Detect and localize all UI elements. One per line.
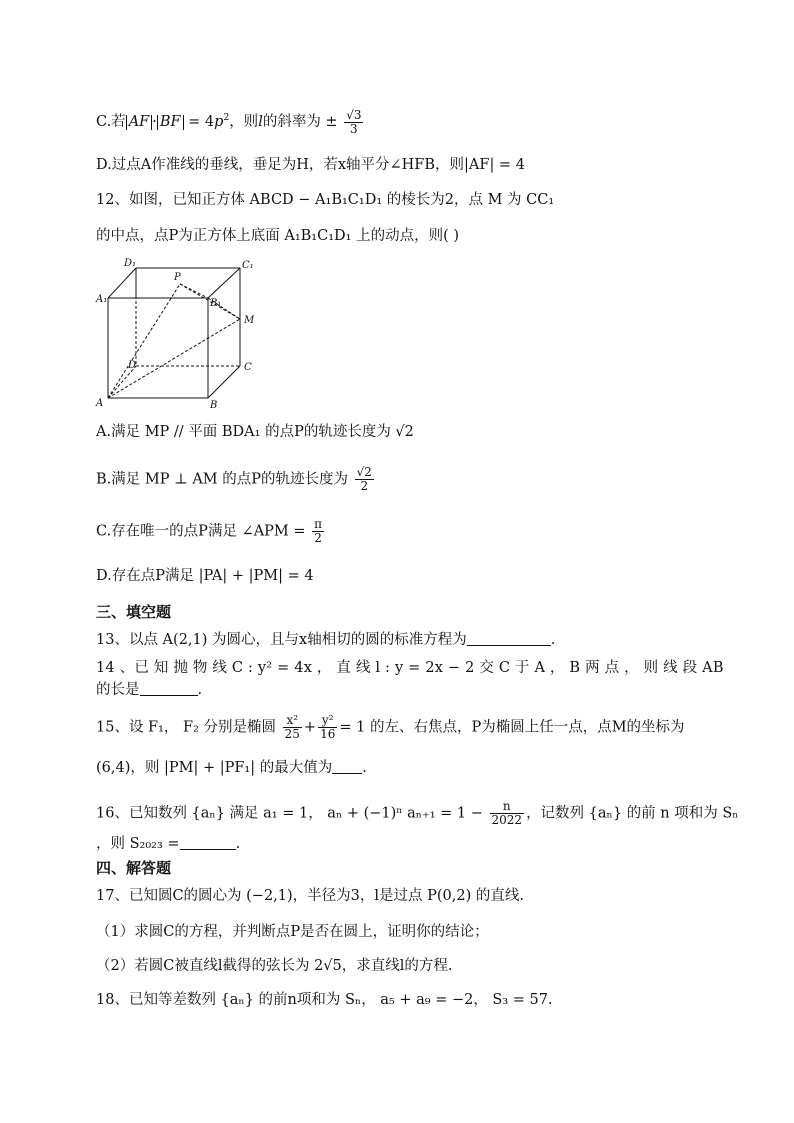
- fraction: $\frac{\pi}{2}$: [314, 517, 323, 545]
- q15-line2: (6,4)，则 |PM| + |PF₁| 的最大值为 .: [96, 760, 367, 776]
- label-c1: C₁: [242, 260, 254, 271]
- fraction: $\frac{√2}{2}$: [356, 465, 372, 493]
- q18: 18、已知等差数列 {aₙ} 的前n项和为 Sₙ， a₅ + a₉ = −2， S₃ = 57.: [96, 992, 553, 1008]
- q13: 13、以点 A(2,1) 为圆心，且与x轴相切的圆的标准方程为 .: [96, 632, 556, 648]
- q12-option-b: B.满足 MP ⊥ AM 的点P的轨迹长度为 $\frac{√2}{2}$: [96, 465, 372, 493]
- q14-line2: 的长是 .: [96, 682, 203, 698]
- label-m: M: [244, 315, 255, 326]
- label-b: B: [210, 400, 218, 411]
- label-c: C: [244, 362, 252, 373]
- q17-part2: （2）若圆C被直线l截得的弦长为 2√5，求直线l的方程.: [96, 958, 453, 974]
- q11-option-c: C.若 AF · BF = $4p^2$，则l的斜率为 ± $\frac{√3}{3}$: [96, 107, 362, 136]
- cube-figure: [94, 256, 264, 416]
- section-title-fill-in: 三、填空题: [96, 603, 172, 621]
- label-a: A: [96, 398, 104, 409]
- q14-line1: 14 、已 知 抛 物 线 C : y² = 4x ， 直 线 l : y = 2x − 2 交 C 于 A ， B 两 点 ， 则 线 段 AB: [96, 660, 724, 676]
- label-d1: D₁: [124, 258, 137, 269]
- section-title-solutions: 四、解答题: [96, 859, 172, 877]
- q16-line2: ，则 S₂₀₂₃ = .: [96, 836, 241, 852]
- q12-stem-line1: 12、如图，已知正方体 ABCD − A₁B₁C₁D₁ 的棱长为2，点 M 为 CC₁: [96, 192, 555, 208]
- q12-stem-line2: 的中点，点P为正方体上底面 A₁B₁C₁D₁ 上的动点，则( ): [96, 228, 459, 244]
- fraction: $\frac{\text{y²}}{16}$: [320, 713, 336, 741]
- q12-option-d: D.存在点P满足 |PA| + |PM| = 4: [96, 568, 314, 584]
- q15-line1: 15、设 F₁， F₂ 分别是椭圆 $\frac{\text{x²}}{25}$ + $\frac{\text{y²}}{16}$ = 1 的左、右焦点，P为椭圆上任一点，点M的坐标为: [96, 713, 685, 741]
- q17-part1: （1）求圆C的方程，并判断点P是否在圆上，证明你的结论；: [96, 924, 489, 940]
- label-b1: B₁: [210, 298, 222, 309]
- label-d: D: [128, 360, 137, 371]
- label-p: P: [174, 272, 181, 283]
- q17: 17、已知圆C的圆心为 (−2,1)，半径为3，l是过点 P(0,2) 的直线.: [96, 888, 524, 904]
- fraction: $\frac{√3}{3}$: [346, 107, 362, 136]
- fraction: $\frac{n}{2022}$: [491, 799, 523, 827]
- q16-line1: 16、已知数列 {aₙ} 满足 a₁ = 1， aₙ + (−1)ⁿ aₙ₊₁ = 1 − $\frac{n}{2022}$ ，记数列 {aₙ} 的前 n 项和为 Sₙ: [96, 799, 739, 827]
- fraction: $\frac{\text{x²}}{25}$: [284, 713, 300, 741]
- q12-option-a: A.满足 MP // 平面 BDA₁ 的点P的轨迹长度为 √2: [96, 424, 414, 440]
- q12-option-c: C.存在唯一的点P满足 ∠APM = $\frac{\pi}{2}$: [96, 517, 323, 545]
- q11-option-d: D.过点A作准线的垂线，垂足为H，若x轴平分∠HFB，则|AF| = 4: [96, 157, 525, 173]
- label-a1: A₁: [96, 294, 108, 305]
